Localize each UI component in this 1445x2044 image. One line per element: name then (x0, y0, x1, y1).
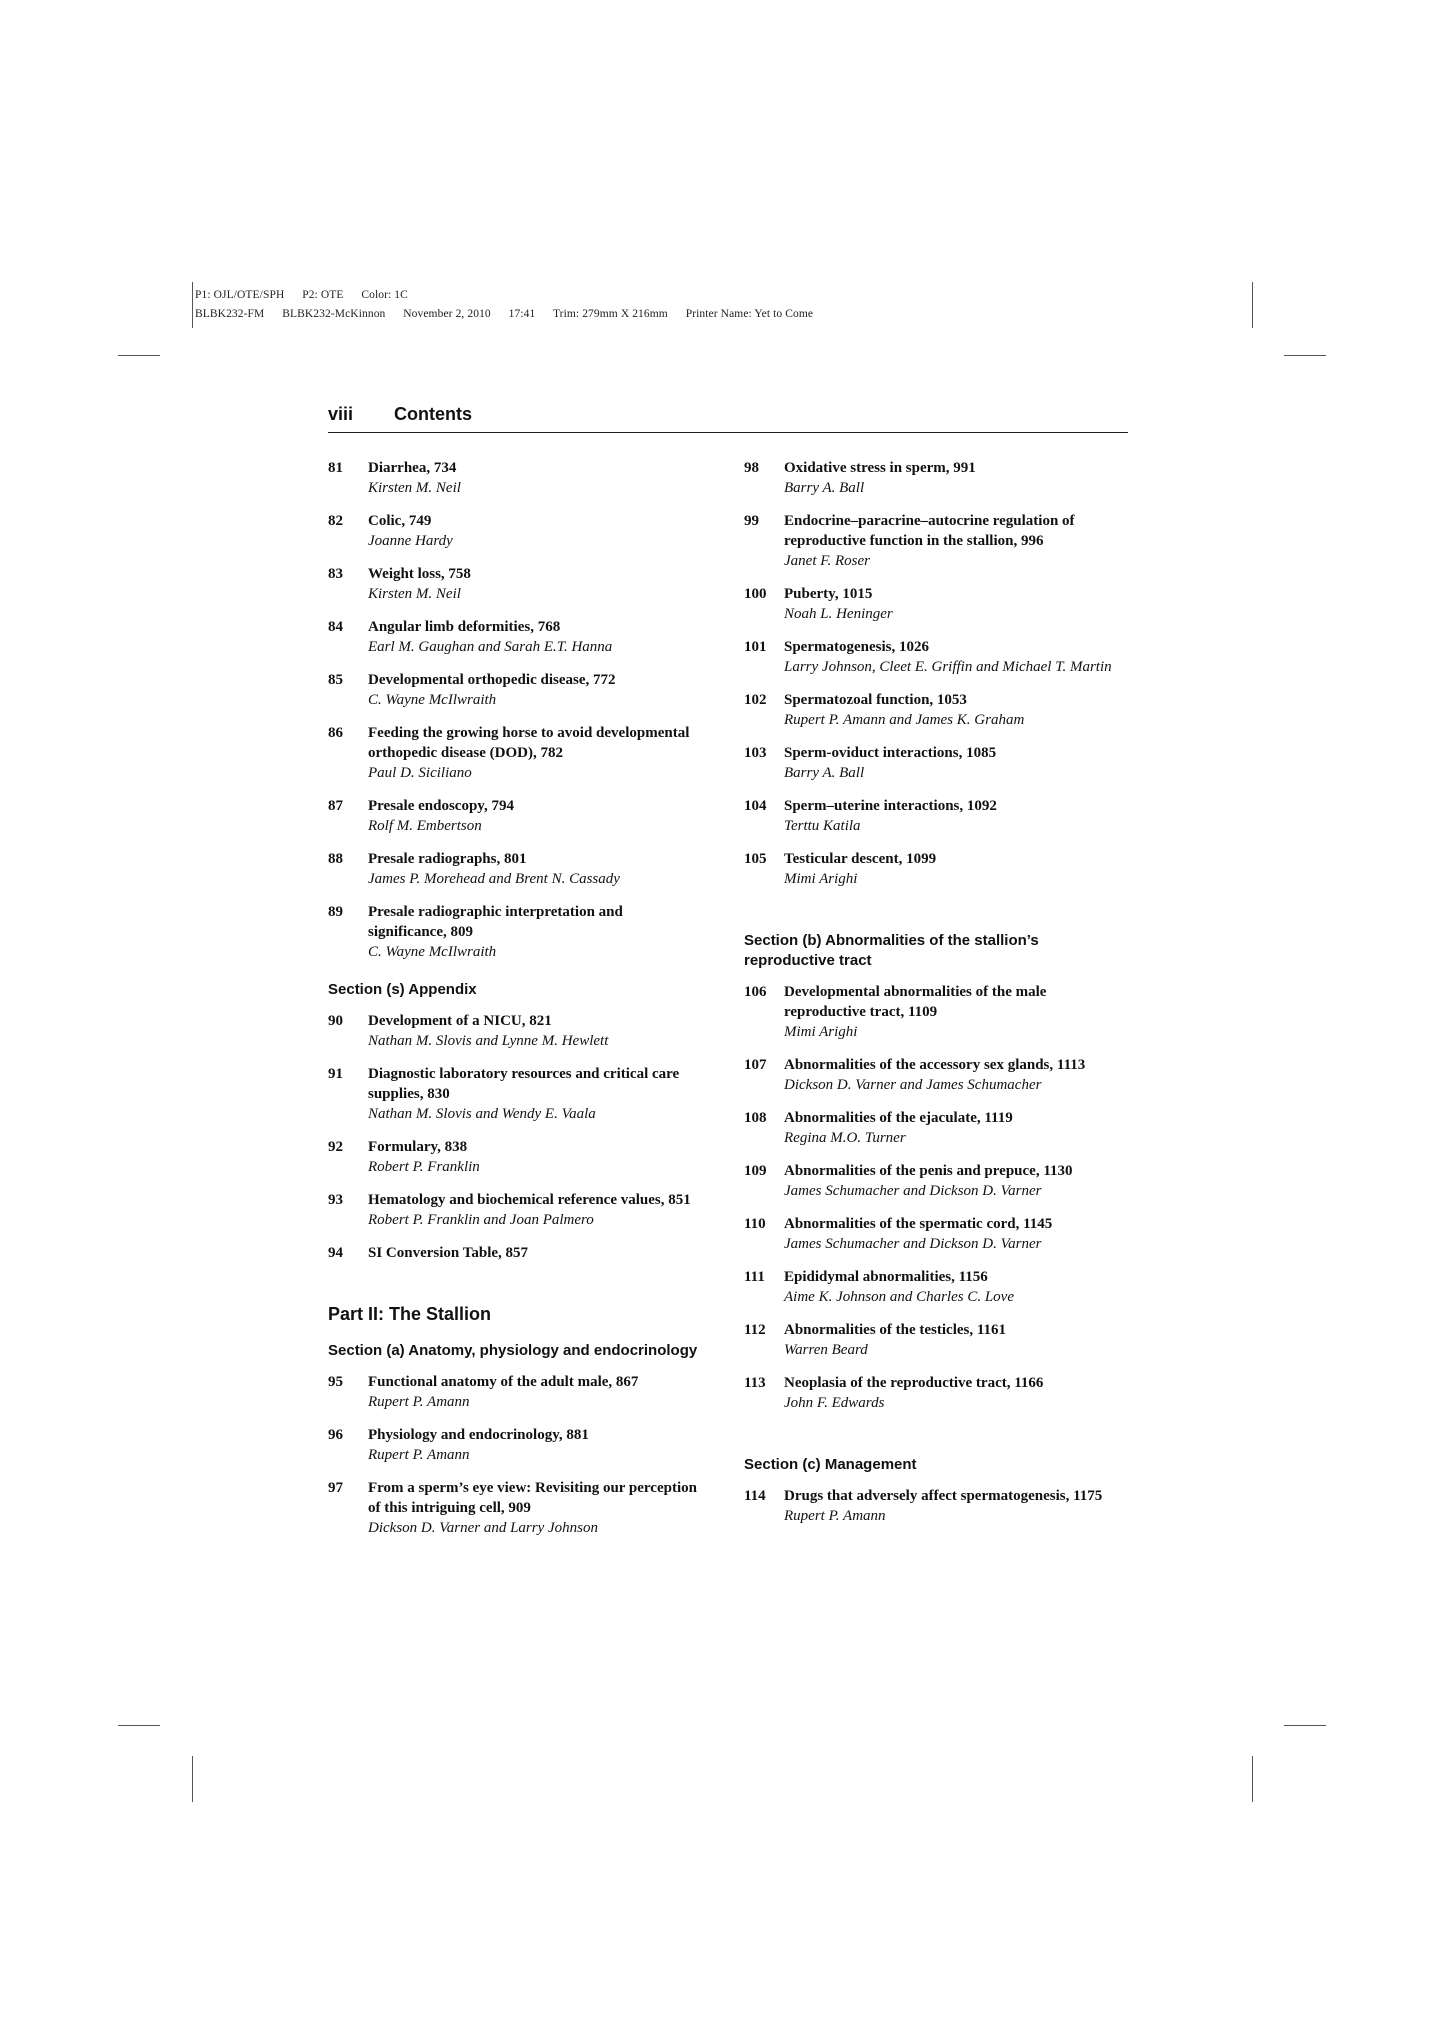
toc-entry[interactable] (328, 511, 703, 551)
toc-entry[interactable] (328, 1425, 703, 1465)
chapter-title: Abnormalities of the accessory sex glands, 1113 (784, 1057, 1086, 1073)
chapter-title: Colic, 749 (368, 513, 432, 529)
chapter-author: Kirsten M. Neil (368, 586, 461, 602)
chapter-author: Nathan M. Slovis and Lynne M. Hewlett (368, 1033, 609, 1049)
chapter-number: 100 (744, 586, 767, 602)
chapter-number: 89 (328, 904, 343, 920)
entry-list (744, 458, 1129, 889)
chapter-number: 86 (328, 725, 343, 741)
chapter-title: Diagnostic laboratory resources and critical care supplies, 830 (368, 1066, 680, 1102)
toc-entry[interactable] (328, 723, 703, 783)
toc-entry[interactable] (744, 1486, 1129, 1526)
chapter-number: 109 (744, 1163, 767, 1179)
chapter-author: Rupert P. Amann and James K. Graham (784, 712, 1025, 728)
chapter-author: C. Wayne McIlwraith (368, 692, 497, 708)
toc-entry[interactable] (328, 1011, 703, 1051)
toc-entry[interactable] (744, 743, 1129, 783)
chapter-author: Dickson D. Varner and Larry Johnson (368, 1520, 598, 1536)
toc-entry[interactable] (744, 458, 1129, 498)
chapter-title: Weight loss, 758 (368, 566, 471, 582)
chapter-title: Neoplasia of the reproductive tract, 1166 (784, 1375, 1044, 1391)
chapter-author: James Schumacher and Dickson D. Varner (784, 1236, 1042, 1252)
chapter-title: From a sperm’s eye view: Revisiting our perception of this intriguing cell, 909 (368, 1480, 697, 1516)
toc-entry[interactable] (328, 1478, 703, 1538)
chapter-number: 84 (328, 619, 343, 635)
toc-entry[interactable] (744, 511, 1129, 571)
crop-mark-top-right (1252, 282, 1253, 328)
contents-left-column (328, 458, 703, 1551)
chapter-title: Spermatozoal function, 1053 (784, 692, 967, 708)
chapter-author: John F. Edwards (784, 1395, 885, 1411)
chapter-title: Abnormalities of the testicles, 1161 (784, 1322, 1007, 1338)
chapter-number: 87 (328, 798, 343, 814)
toc-entry[interactable] (328, 1137, 703, 1177)
chapter-author: Mimi Arighi (784, 1024, 858, 1040)
toc-entry[interactable] (744, 584, 1129, 624)
toc-entry[interactable] (744, 690, 1129, 730)
chapter-title: Endocrine–paracrine–autocrine regulation of reproductive function in the stallion, 996 (784, 513, 1075, 549)
chapter-title: Presale endoscopy, 794 (368, 798, 514, 814)
chapter-title: Functional anatomy of the adult male, 867 (368, 1374, 639, 1390)
toc-entry[interactable] (744, 796, 1129, 836)
trim-mark-top-left (118, 355, 160, 356)
chapter-title: Hematology and biochemical reference values, 851 (368, 1192, 691, 1208)
crop-mark-bottom-right (1252, 1756, 1253, 1802)
printer-info-line-2: BLBK232-FM BLBK232-McKinnon November 2, 2010 17:41 Trim: 279mm X 216mm Printer Name: Yet to Come (195, 308, 814, 320)
crop-mark-top-left (192, 282, 193, 328)
toc-entry[interactable] (328, 796, 703, 836)
chapter-number: 92 (328, 1139, 343, 1155)
toc-entry[interactable] (328, 849, 703, 889)
chapter-number: 101 (744, 639, 767, 655)
chapter-number: 113 (744, 1375, 766, 1391)
chapter-number: 110 (744, 1216, 766, 1232)
chapter-title: Physiology and endocrinology, 881 (368, 1427, 589, 1443)
toc-entry[interactable] (744, 1108, 1129, 1148)
chapter-number: 88 (328, 851, 343, 867)
chapter-author: Warren Beard (784, 1342, 868, 1358)
chapter-number: 85 (328, 672, 343, 688)
chapter-title: Presale radiographic interpretation and significance, 809 (368, 904, 623, 940)
running-head (328, 402, 1128, 433)
trim-mark-top-right (1284, 355, 1326, 356)
chapter-number: 114 (744, 1488, 766, 1504)
chapter-author: Kirsten M. Neil (368, 480, 461, 496)
entry-list (744, 982, 1129, 1413)
chapter-title: Developmental abnormalities of the male reproductive tract, 1109 (784, 984, 1047, 1020)
toc-entry[interactable] (328, 1190, 703, 1230)
toc-entry[interactable] (328, 564, 703, 604)
part-heading-stallion: Part II: The Stallion (328, 1304, 492, 1324)
chapter-title: Sperm-oviduct interactions, 1085 (784, 745, 997, 761)
chapter-number: 102 (744, 692, 767, 708)
entry-list (328, 458, 703, 962)
chapter-title: Development of a NICU, 821 (368, 1013, 552, 1029)
toc-entry[interactable] (744, 982, 1129, 1042)
toc-entry[interactable] (744, 1320, 1129, 1360)
toc-entry[interactable] (328, 1243, 703, 1263)
page-folio: viii (328, 404, 354, 424)
chapter-author: Aime K. Johnson and Charles C. Love (784, 1289, 1014, 1305)
toc-entry[interactable] (328, 670, 703, 710)
chapter-title: Oxidative stress in sperm, 991 (784, 460, 976, 476)
page-title: Contents (394, 404, 472, 424)
chapter-number: 105 (744, 851, 767, 867)
chapter-title: Feeding the growing horse to avoid developmental orthopedic disease (DOD), 782 (368, 725, 690, 761)
toc-entry[interactable] (328, 617, 703, 657)
crop-mark-bottom-left (192, 1756, 193, 1802)
chapter-number: 112 (744, 1322, 766, 1338)
chapter-title: Diarrhea, 734 (368, 460, 457, 476)
chapter-number: 95 (328, 1374, 343, 1390)
toc-entry[interactable] (744, 1055, 1129, 1095)
chapter-author: Rupert P. Amann (368, 1394, 470, 1410)
chapter-title: Presale radiographs, 801 (368, 851, 527, 867)
entry-list (744, 1486, 1129, 1526)
chapter-author: Paul D. Siciliano (368, 765, 472, 781)
chapter-title: Drugs that adversely affect spermatogenesis, 1175 (784, 1488, 1103, 1504)
section-heading-appendix: Section (s) Appendix (328, 981, 477, 998)
chapter-title: Developmental orthopedic disease, 772 (368, 672, 616, 688)
toc-entry[interactable] (744, 1161, 1129, 1201)
toc-entry[interactable] (744, 1373, 1129, 1413)
chapter-number: 97 (328, 1480, 343, 1496)
chapter-author: Robert P. Franklin (368, 1159, 480, 1175)
printer-info-line-1: P1: OJL/OTE/SPH P2: OTE Color: 1C (195, 289, 408, 301)
chapter-title: Puberty, 1015 (784, 586, 873, 602)
section-heading-anatomy: Section (a) Anatomy, physiology and endocrinology (328, 1342, 698, 1359)
toc-entry[interactable] (328, 1064, 703, 1124)
chapter-author: Noah L. Heninger (784, 606, 893, 622)
chapter-number: 96 (328, 1427, 343, 1443)
chapter-author: Rupert P. Amann (368, 1447, 470, 1463)
toc-entry[interactable] (328, 1372, 703, 1412)
chapter-author: Rupert P. Amann (784, 1508, 886, 1524)
chapter-title: Epididymal abnormalities, 1156 (784, 1269, 988, 1285)
chapter-author: Robert P. Franklin and Joan Palmero (368, 1212, 594, 1228)
chapter-number: 103 (744, 745, 767, 761)
chapter-author: Rolf M. Embertson (368, 818, 482, 834)
chapter-title: Angular limb deformities, 768 (368, 619, 561, 635)
chapter-title: Abnormalities of the penis and prepuce, 1130 (784, 1163, 1073, 1179)
chapter-title: SI Conversion Table, 857 (368, 1245, 529, 1261)
toc-entry[interactable] (328, 902, 703, 962)
chapter-author: Mimi Arighi (784, 871, 858, 887)
toc-entry[interactable] (744, 849, 1129, 889)
entry-list (328, 1372, 703, 1538)
chapter-number: 82 (328, 513, 343, 529)
chapter-number: 99 (744, 513, 759, 529)
trim-mark-bottom-right (1284, 1725, 1326, 1726)
chapter-author: Terttu Katila (784, 818, 861, 834)
chapter-title: Formulary, 838 (368, 1139, 468, 1155)
chapter-title: Abnormalities of the ejaculate, 1119 (784, 1110, 1013, 1126)
chapter-author: Janet F. Roser (784, 553, 870, 569)
toc-entry[interactable] (328, 458, 703, 498)
chapter-author: Earl M. Gaughan and Sarah E.T. Hanna (368, 639, 613, 655)
chapter-author: James P. Morehead and Brent N. Cassady (368, 871, 620, 887)
chapter-author: Barry A. Ball (784, 480, 865, 496)
trim-mark-bottom-left (118, 1725, 160, 1726)
toc-entry[interactable] (744, 637, 1129, 677)
chapter-number: 83 (328, 566, 343, 582)
chapter-author: James Schumacher and Dickson D. Varner (784, 1183, 1042, 1199)
chapter-number: 94 (328, 1245, 343, 1261)
chapter-title: Abnormalities of the spermatic cord, 1145 (784, 1216, 1053, 1232)
chapter-author: Nathan M. Slovis and Wendy E. Vaala (368, 1106, 596, 1122)
chapter-author: Regina M.O. Turner (784, 1130, 906, 1146)
chapter-number: 104 (744, 798, 767, 814)
chapter-author: Larry Johnson, Cleet E. Griffin and Michael T. Martin (784, 659, 1112, 675)
chapter-number: 107 (744, 1057, 767, 1073)
chapter-title: Spermatogenesis, 1026 (784, 639, 929, 655)
chapter-number: 81 (328, 460, 343, 476)
chapter-number: 108 (744, 1110, 767, 1126)
chapter-number: 93 (328, 1192, 343, 1208)
entry-list (328, 1011, 703, 1263)
chapter-number: 91 (328, 1066, 343, 1082)
chapter-number: 111 (744, 1269, 765, 1285)
chapter-title: Testicular descent, 1099 (784, 851, 937, 867)
chapter-title: Sperm–uterine interactions, 1092 (784, 798, 997, 814)
section-heading-abnormalities: Section (b) Abnormalities of the stallion’s reproductive tract (744, 932, 1039, 969)
toc-entry[interactable] (744, 1214, 1129, 1254)
contents-right-column (744, 458, 1129, 1539)
toc-entry[interactable] (744, 1267, 1129, 1307)
chapter-author: Dickson D. Varner and James Schumacher (784, 1077, 1042, 1093)
chapter-number: 90 (328, 1013, 343, 1029)
chapter-number: 98 (744, 460, 759, 476)
section-heading-management: Section (c) Management (744, 1456, 917, 1473)
chapter-number: 106 (744, 984, 767, 1000)
chapter-author: Barry A. Ball (784, 765, 865, 781)
chapter-author: Joanne Hardy (368, 533, 453, 549)
chapter-author: C. Wayne McIlwraith (368, 944, 497, 960)
